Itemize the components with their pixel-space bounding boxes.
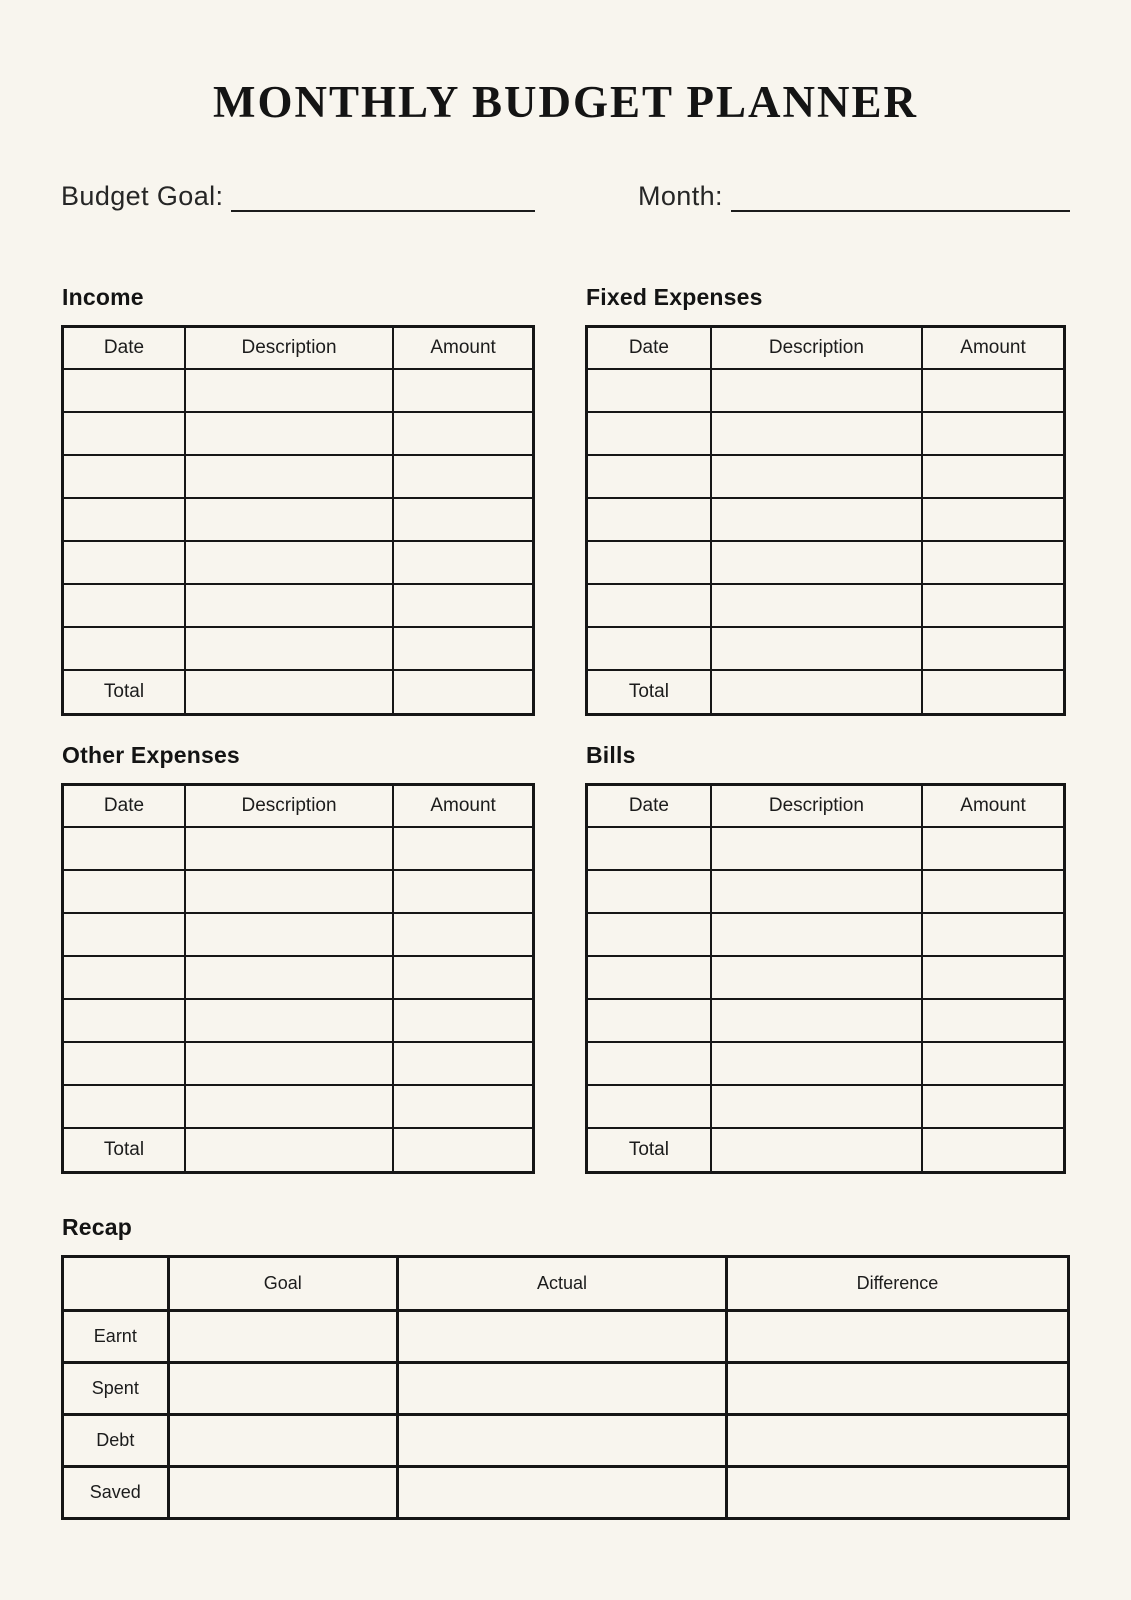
column-header-date: Date — [63, 327, 185, 369]
column-header-actual: Actual — [397, 1257, 726, 1311]
description-cell — [711, 1085, 922, 1128]
column-header-goal: Goal — [168, 1257, 397, 1311]
date-cell — [63, 369, 185, 412]
date-cell — [63, 1085, 185, 1128]
table-row — [63, 1042, 534, 1085]
date-cell — [587, 412, 711, 455]
amount-cell — [922, 455, 1064, 498]
total-description-cell — [711, 1128, 922, 1173]
date-cell — [587, 1042, 711, 1085]
date-cell — [587, 913, 711, 956]
table-row — [63, 412, 534, 455]
date-cell — [587, 369, 711, 412]
amount-cell — [922, 412, 1064, 455]
table-row — [587, 827, 1065, 870]
table-row — [587, 913, 1065, 956]
bills-table — [585, 783, 1066, 1174]
column-header-description: Description — [711, 327, 922, 369]
table-row — [587, 412, 1065, 455]
column-header-description: Description — [185, 785, 393, 827]
date-cell — [587, 956, 711, 999]
budget-goal-blank-line — [231, 208, 535, 212]
date-cell — [63, 627, 185, 670]
table-row — [587, 870, 1065, 913]
column-header-amount: Amount — [393, 327, 533, 369]
table-row — [587, 498, 1065, 541]
difference-cell — [726, 1467, 1068, 1519]
table-row — [63, 956, 534, 999]
total-label: Total — [63, 1128, 185, 1173]
goal-cell — [168, 1415, 397, 1467]
amount-cell — [393, 827, 533, 870]
table-row — [587, 956, 1065, 999]
fixed-expenses-section — [585, 284, 1066, 716]
amount-cell — [922, 956, 1064, 999]
table-row — [63, 870, 534, 913]
column-header-amount: Amount — [922, 785, 1064, 827]
table-row — [587, 1042, 1065, 1085]
description-cell — [711, 999, 922, 1042]
description-cell — [185, 627, 393, 670]
table-row — [587, 455, 1065, 498]
recap-table — [61, 1255, 1070, 1520]
amount-cell — [922, 913, 1064, 956]
other-expenses-section — [61, 742, 535, 1174]
date-cell — [587, 627, 711, 670]
income-section — [61, 284, 535, 716]
column-header-amount: Amount — [922, 327, 1064, 369]
table-row — [587, 541, 1065, 584]
difference-cell — [726, 1363, 1068, 1415]
total-description-cell — [185, 1128, 393, 1173]
description-cell — [711, 498, 922, 541]
table-row — [587, 369, 1065, 412]
date-cell — [587, 999, 711, 1042]
date-cell — [587, 498, 711, 541]
table-row — [63, 913, 534, 956]
amount-cell — [393, 455, 533, 498]
description-cell — [711, 913, 922, 956]
recap-row-label: Spent — [63, 1363, 169, 1415]
month-blank-line — [731, 208, 1070, 212]
date-cell — [63, 541, 185, 584]
amount-cell — [393, 999, 533, 1042]
difference-cell — [726, 1311, 1068, 1363]
recap-row-spent — [63, 1363, 1069, 1415]
date-cell — [63, 1042, 185, 1085]
table-row — [587, 584, 1065, 627]
actual-cell — [397, 1363, 726, 1415]
table-row — [63, 455, 534, 498]
goal-cell — [168, 1363, 397, 1415]
date-cell — [63, 584, 185, 627]
description-cell — [185, 956, 393, 999]
amount-cell — [393, 541, 533, 584]
recap-corner-cell — [63, 1257, 169, 1311]
amount-cell — [393, 498, 533, 541]
income-section-title: Income — [62, 284, 144, 310]
date-cell — [63, 913, 185, 956]
amount-cell — [393, 369, 533, 412]
amount-cell — [922, 827, 1064, 870]
recap-section — [61, 1214, 1070, 1520]
amount-cell — [922, 870, 1064, 913]
fixed-expenses-section-title: Fixed Expenses — [586, 284, 763, 310]
actual-cell — [397, 1311, 726, 1363]
column-header-amount: Amount — [393, 785, 533, 827]
total-description-cell — [711, 670, 922, 715]
goal-month-row — [61, 174, 1070, 212]
description-cell — [711, 455, 922, 498]
description-cell — [711, 369, 922, 412]
description-cell — [711, 412, 922, 455]
amount-cell — [393, 870, 533, 913]
date-cell — [587, 584, 711, 627]
total-label: Total — [587, 1128, 711, 1173]
recap-row-debt — [63, 1415, 1069, 1467]
description-cell — [711, 584, 922, 627]
table-row — [63, 999, 534, 1042]
table-row — [587, 999, 1065, 1042]
bills-section-title: Bills — [586, 742, 636, 768]
date-cell — [63, 455, 185, 498]
other-expenses-table — [61, 783, 535, 1174]
total-row — [587, 670, 1065, 715]
date-cell — [587, 827, 711, 870]
description-cell — [185, 498, 393, 541]
column-header-date: Date — [587, 785, 711, 827]
amount-cell — [393, 1042, 533, 1085]
other-expenses-section-title: Other Expenses — [62, 742, 240, 768]
tables-grid — [61, 284, 1070, 1174]
amount-cell — [922, 1085, 1064, 1128]
amount-cell — [922, 1042, 1064, 1085]
amount-cell — [922, 584, 1064, 627]
amount-cell — [922, 498, 1064, 541]
amount-cell — [922, 999, 1064, 1042]
amount-cell — [922, 369, 1064, 412]
total-amount-cell — [922, 1128, 1064, 1173]
month-field — [638, 182, 1070, 212]
table-row — [63, 827, 534, 870]
total-row — [63, 670, 534, 715]
table-row — [63, 627, 534, 670]
column-header-difference: Difference — [726, 1257, 1068, 1311]
date-cell — [63, 999, 185, 1042]
date-cell — [587, 1085, 711, 1128]
recap-row-label: Debt — [63, 1415, 169, 1467]
description-cell — [185, 1042, 393, 1085]
description-cell — [185, 870, 393, 913]
total-amount-cell — [922, 670, 1064, 715]
bills-section — [585, 742, 1066, 1174]
column-header-description: Description — [185, 327, 393, 369]
income-table — [61, 325, 535, 716]
recap-row-earnt — [63, 1311, 1069, 1363]
actual-cell — [397, 1415, 726, 1467]
date-cell — [63, 956, 185, 999]
amount-cell — [922, 627, 1064, 670]
recap-row-saved — [63, 1467, 1069, 1519]
total-description-cell — [185, 670, 393, 715]
date-cell — [587, 541, 711, 584]
date-cell — [63, 412, 185, 455]
actual-cell — [397, 1467, 726, 1519]
total-row — [587, 1128, 1065, 1173]
amount-cell — [393, 956, 533, 999]
page-title: MONTHLY BUDGET PLANNER — [213, 77, 918, 127]
table-row — [63, 541, 534, 584]
table-row — [587, 1085, 1065, 1128]
column-header-date: Date — [63, 785, 185, 827]
table-header-row — [63, 327, 534, 369]
description-cell — [185, 412, 393, 455]
date-cell — [63, 498, 185, 541]
description-cell — [185, 541, 393, 584]
amount-cell — [393, 627, 533, 670]
column-header-date: Date — [587, 327, 711, 369]
budget-goal-field — [61, 182, 535, 212]
table-row — [63, 369, 534, 412]
description-cell — [185, 999, 393, 1042]
amount-cell — [393, 412, 533, 455]
table-row — [587, 627, 1065, 670]
description-cell — [185, 369, 393, 412]
table-header-row — [587, 327, 1065, 369]
table-header-row — [587, 785, 1065, 827]
description-cell — [711, 1042, 922, 1085]
table-row — [63, 584, 534, 627]
description-cell — [711, 956, 922, 999]
date-cell — [63, 870, 185, 913]
total-row — [63, 1128, 534, 1173]
amount-cell — [393, 913, 533, 956]
table-row — [63, 1085, 534, 1128]
description-cell — [711, 870, 922, 913]
description-cell — [185, 584, 393, 627]
goal-cell — [168, 1311, 397, 1363]
total-label: Total — [587, 670, 711, 715]
goal-cell — [168, 1467, 397, 1519]
recap-section-title: Recap — [62, 1214, 133, 1240]
budget-goal-label: Budget Goal: — [61, 181, 224, 212]
recap-header-row — [63, 1257, 1069, 1311]
description-cell — [185, 1085, 393, 1128]
total-amount-cell — [393, 1128, 533, 1173]
column-header-description: Description — [711, 785, 922, 827]
description-cell — [711, 541, 922, 584]
recap-row-label: Saved — [63, 1467, 169, 1519]
recap-row-label: Earnt — [63, 1311, 169, 1363]
total-amount-cell — [393, 670, 533, 715]
date-cell — [587, 870, 711, 913]
table-header-row — [63, 785, 534, 827]
amount-cell — [393, 584, 533, 627]
description-cell — [185, 827, 393, 870]
month-label: Month: — [638, 181, 723, 212]
description-cell — [185, 913, 393, 956]
description-cell — [185, 455, 393, 498]
description-cell — [711, 627, 922, 670]
description-cell — [711, 827, 922, 870]
amount-cell — [922, 541, 1064, 584]
amount-cell — [393, 1085, 533, 1128]
date-cell — [587, 455, 711, 498]
fixed-expenses-table — [585, 325, 1066, 716]
table-row — [63, 498, 534, 541]
difference-cell — [726, 1415, 1068, 1467]
date-cell — [63, 827, 185, 870]
total-label: Total — [63, 670, 185, 715]
